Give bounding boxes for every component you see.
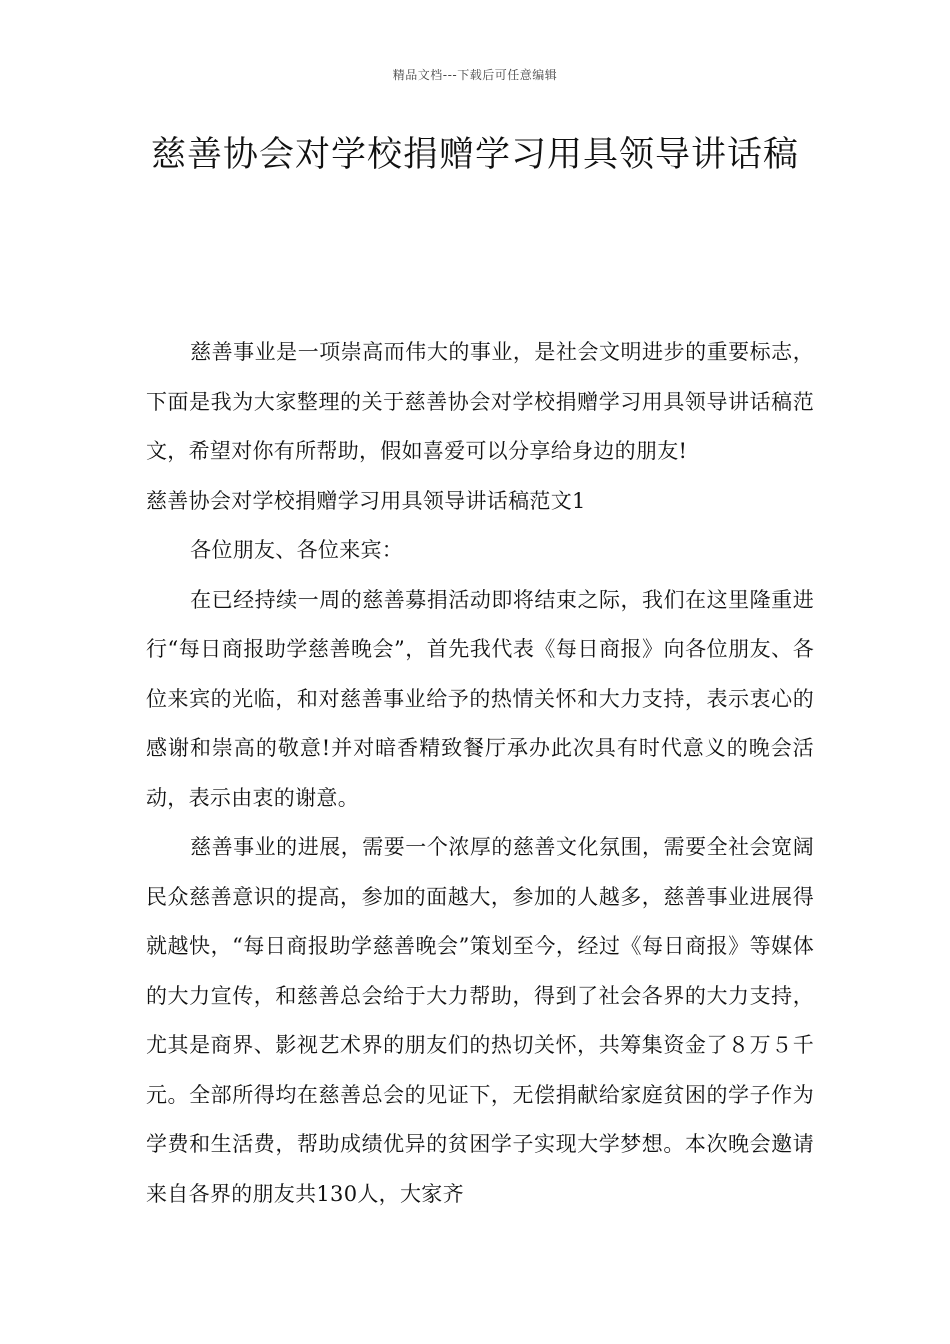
intro-paragraph: 慈善事业是一项崇高而伟大的事业，是社会文明进步的重要标志，下面是我为大家整理的关于慈善协会对学校捐赠学习用具领导讲话稿范文，希望对你有所帮助，假如喜爱可以分享给身边的朋友! (146, 340, 814, 463)
body-paragraph: 慈善事业的进展，需要一个浓厚的慈善文化氛围，需要全社会宽阔民众慈善意识的提高，参加的面越大，参加的人越多，慈善事业进展得就越快，“每日商报助学慈善晚会”策划至今，经过《每日商报》等媒体的大力宣传，和慈善总会给于大力帮助，得到了社会各界的大力支持，尤其是商界、影视艺术界的朋友们的热切关怀，共筹集资金了８万５千元。全部所得均在慈善总会的见证下，无偿捐献给家庭贫困的学子作为学费和生活费，帮助成绩优异的贫困学子实现大学梦想。本次晚会邀请来自各界的朋友共130人，大家齐 (146, 835, 814, 1206)
salutation: 各位朋友、各位来宾： (190, 538, 404, 562)
document-body (146, 328, 814, 1219)
body-paragraph: 在已经持续一周的慈善募捐活动即将结束之际，我们在这里隆重进行“每日商报助学慈善晚会”，首先我代表《每日商报》向各位朋友、各位来宾的光临，和对慈善事业给予的热情关怀和大力支持，表示衷心的感谢和崇高的敬意!并对暗香精致餐厅承办此次具有时代意义的晚会活动，表示由衷的谢意。 (146, 587, 814, 810)
header-note: 精品文档---下载后可任意编辑 (392, 68, 558, 82)
document-title: 慈善协会对学校捐赠学习用具领导讲话稿 (150, 135, 799, 175)
section-heading: 慈善协会对学校捐赠学习用具领导讲话稿范文1 (146, 488, 586, 513)
